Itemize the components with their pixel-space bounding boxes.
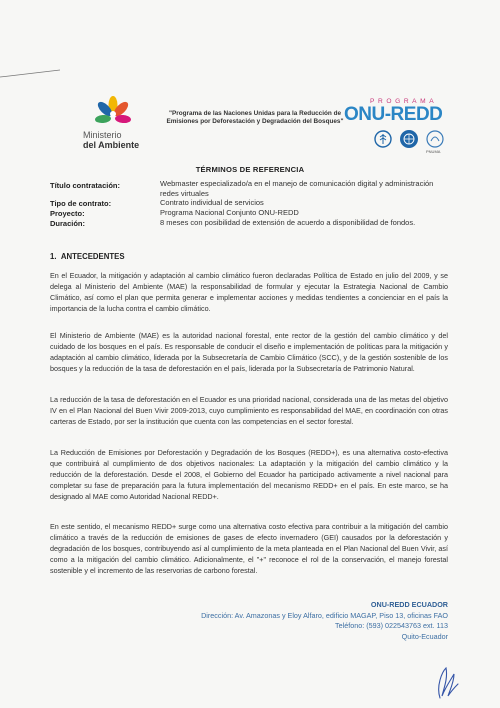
fao-emblem-icon: [374, 130, 392, 148]
ministry-line1: Ministerio: [83, 130, 122, 140]
ministry-line2: del Ambiente: [83, 140, 140, 150]
paragraph-2: El Ministerio de Ambiente (MAE) es la autoridad nacional forestal, ente rector de la gestión del cambio climático y del cuidado de los bosques en el país. Es responsable de conducir el diseño e implementación de políticas para la mitigación y adaptación al cambio climático, liderada por la Subsecretaría de Cambio Climático (SCC), y de la gestión sostenible de los bosques y la reducción de la tasa de deforestación en el país, liderada por la Subsecretaría de Patrimonio Natural.: [50, 331, 448, 373]
pnuma-label: PNUMA: [426, 149, 441, 154]
paragraph-1: En el Ecuador, la mitigación y adaptación al cambio climático fueron declaradas Política de Estado en julio del 2009, y se delega al Ministerio del Ambiente (MAE) la responsabilidad de formular y ejecutar la Estrategia Nacional de Cambio Climático, así como el plan que permita generar e implementar acciones y medidas tendientes a concienciar en el país la importancia de la lucha contra el cambio climático.: [50, 271, 448, 313]
section-number: 1.: [50, 252, 57, 261]
field-value-duration: 8 meses con posibilidad de extensión de acuerdo a disponibilidad de fondos.: [160, 218, 416, 227]
paragraph-4: La Reducción de Emisiones por Deforestación y Degradación de los Bosques (REDD+), es una alternativa costo-efectiva que contribuirá al cumplimiento de dos objetivos nacionales: La adaptación y la mitigación del cambio climático y la reducción de la deforestación. Desde el 2008, el Gobierno del Ecuador ha participado activamente a nivel nacional para completar su fase de preparación para la futura implementación del mecanismo REDD+ en el país. En este marco, se ha designado al MAE como Autoridad Nacional REDD+.: [50, 448, 448, 501]
footer-contact: [201, 600, 448, 642]
footer-title: ONU-REDD ECUADOR: [370, 600, 448, 609]
paragraph-3: La reducción de la tasa de deforestación en el Ecuador es una prioridad nacional, considerada una de las metas del objetivo IV en el Plan Nacional del Buen Vivir 2009-2013, cuyo cumplimiento es responsabilidad del MAE, en coordinación con otras carteras de Estado, por ser la institución que cuenta con las competencias en el sector forestal.: [50, 395, 448, 426]
handwritten-signature: [432, 664, 460, 702]
section-title: ANTECEDENTES: [60, 252, 125, 261]
un-emblem-icon: [400, 130, 418, 148]
field-value-project: Programa Nacional Conjunto ONU-REDD: [160, 208, 299, 217]
field-label-project: Proyecto:: [50, 209, 85, 218]
un-redd-program-word: PROGRAMA: [370, 98, 438, 105]
pnud-logo: [400, 130, 418, 148]
ministerio-ambiente-wordmark: [83, 130, 139, 150]
field-label-duration: Duración:: [50, 219, 86, 228]
un-redd-logo: ONU-REDD: [344, 104, 443, 125]
footer-address: Dirección: Av. Amazonas y Eloy Alfaro, edificio MAGAP, Piso 13, oficinas FAO: [201, 610, 448, 620]
program-title: "Programa de las Naciones Unidas para la Reducción de Emisiones por Deforestación y Degradación del Bosques": [166, 110, 344, 125]
fao-logo: [374, 130, 392, 148]
partner-logos: [372, 130, 452, 152]
footer-phone: Teléfono: (593) 022543763 ext. 113: [335, 621, 448, 630]
footer-city: Quito-Ecuador: [401, 631, 448, 641]
paragraph-5: En este sentido, el mecanismo REDD+ surge como una alternativa costo efectiva para contribuir a la mitigación del cambio climático a través de la reducción de emisiones de gases de efecto invernadero (GEI) causados por la deforestación y degradación de los bosques, contribuyendo así al cumplimiento de la meta planteada en el Plan Nacional del Buen Vivir, así como a la mitigación del cambio climático. Adicionalmente, el "+" reconoce el rol de la conservación, el manejo forestal sostenible y el incremento de las reservorias de carbono forestal.: [50, 522, 448, 575]
field-value-title: Webmaster especializado/a en el manejo de comunicación digital y administración redes virtuales: [160, 179, 434, 198]
document-title: TÉRMINOS DE REFERENCIA: [195, 165, 305, 174]
pen-scribble: [0, 68, 62, 80]
pnuma-logo: [426, 130, 444, 154]
pnuma-emblem-icon: [426, 130, 444, 148]
section-heading-antecedentes: [50, 252, 125, 261]
field-value-contract-type: Contrato individual de servicios: [160, 198, 264, 207]
field-label-title: Título contratación:: [50, 181, 120, 190]
field-label-contract-type: Tipo de contrato:: [50, 199, 112, 208]
